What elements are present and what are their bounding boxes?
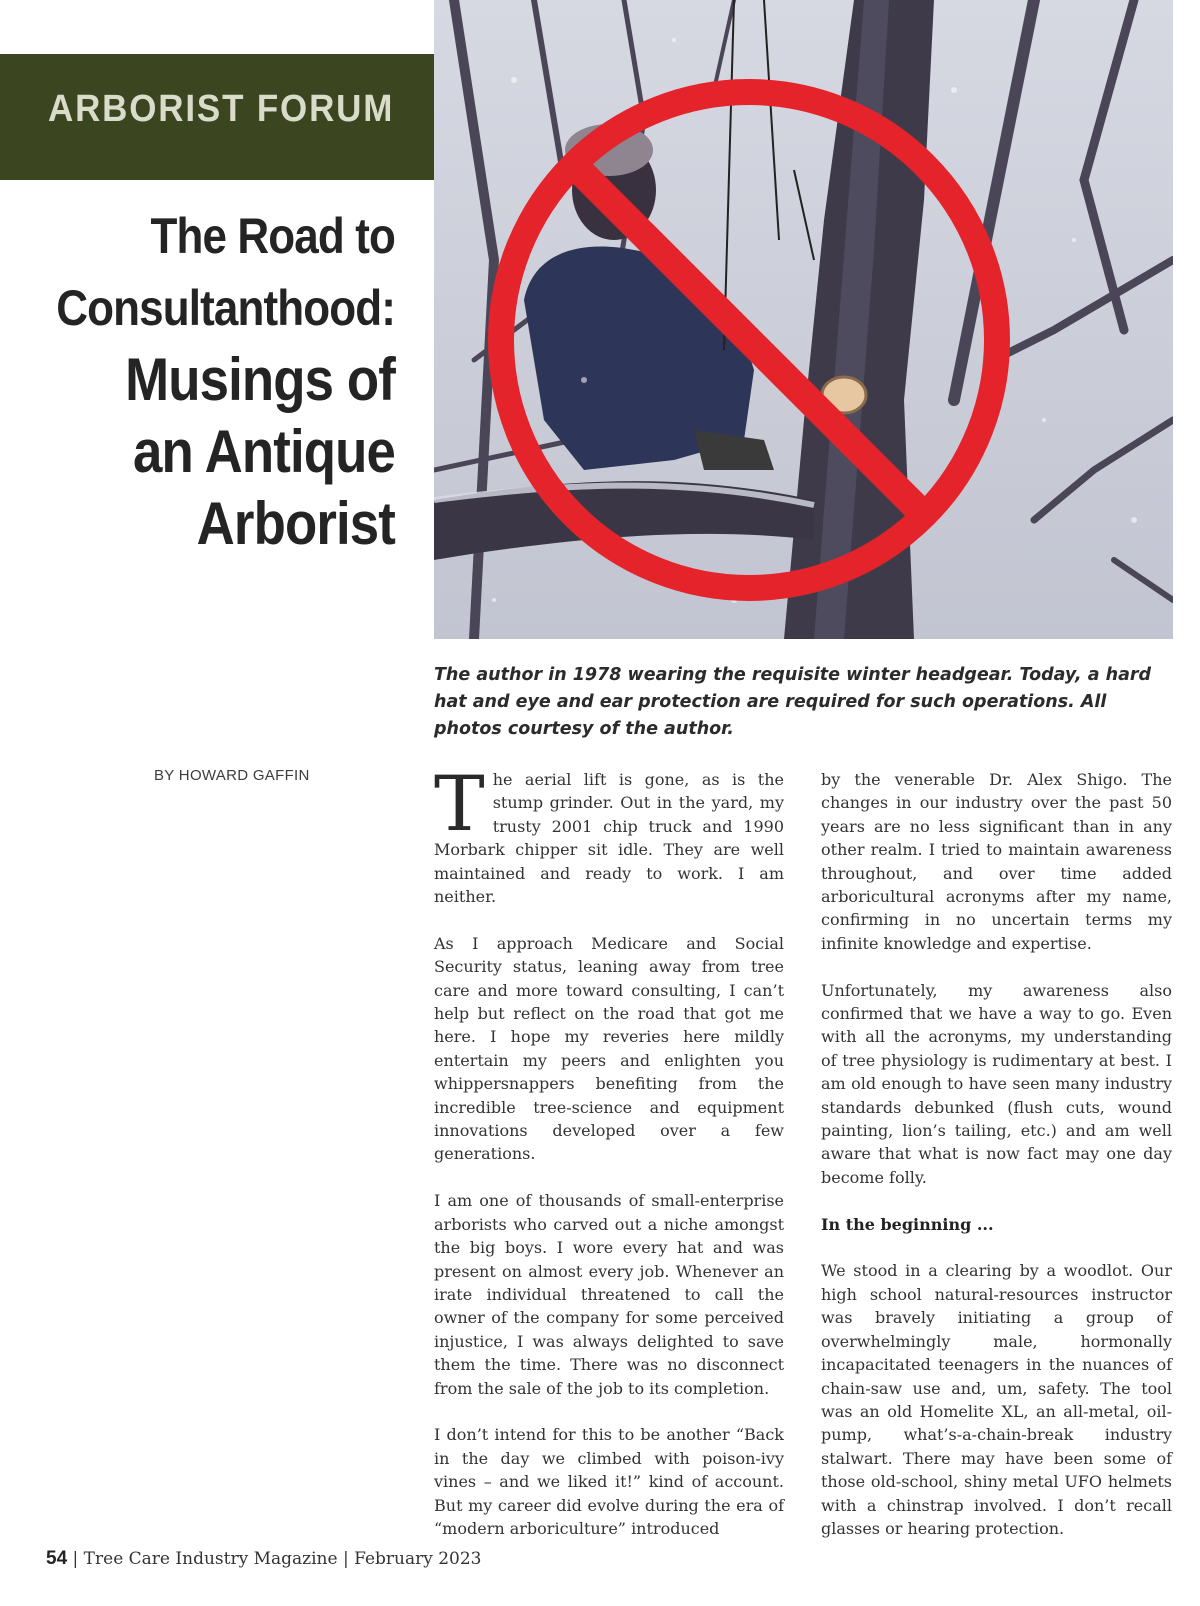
photo-caption: The author in 1978 wearing the requisite winter headgear. Today, a hard hat and eye and ear protection are required for such operations. All photos courtesy of the author. (434, 665, 1152, 739)
page-footer (46, 1548, 482, 1570)
article-column-left (434, 759, 784, 1564)
section-banner-label: ARBORIST FORUM (48, 88, 395, 130)
headline-line-3: Musings of (125, 346, 395, 413)
footer-publication: | Tree Care Industry Magazine | February 2023 (67, 1549, 482, 1569)
paragraph: As I approach Medicare and Social Security status, leaning away from tree care and more toward consulting, I can’t help but reflect on the road that got me here. I hope my reveries here mildly entertain my peers and enlighten you whippersnappers benefiting from the incredible tree-science and equipment innovations developed over a few generations. (434, 933, 784, 1164)
paragraph (434, 759, 784, 908)
article-headline (0, 200, 395, 560)
article-photo (434, 0, 1173, 639)
headline-line-1: The Road to (150, 208, 395, 264)
paragraph-text: he aerial lift is gone, as is the stump grinder. Out in the yard, my trusty 2001 chip truck and 1990 Morbark chipper sit idle. They are well maintained and ready to work. I am neither. (434, 770, 784, 907)
headline-line-4: an Antique (132, 418, 395, 485)
headline-line-5: Arborist (196, 490, 395, 557)
author-byline: BY HOWARD GAFFIN (154, 767, 310, 784)
paragraph: by the venerable Dr. Alex Shigo. The changes in our industry over the past 50 years are no less significant than in any other realm. I tried to maintain awareness throughout, and over time added arboricultural acronyms after my name, confirming in no uncertain terms my infinite knowledge and expertise. (821, 770, 1172, 953)
article-column-right (821, 768, 1172, 1564)
paragraph: I don’t intend for this to be another “Back in the day we climbed with poison-ivy vines – and we liked it!” kind of account. But my career did evolve during the era of “modern arboriculture” introduced (434, 1425, 784, 1538)
headline-line-2: Consultanthood: (56, 280, 395, 336)
paragraph: I am one of thousands of small-enterprise arborists who carved out a niche amongst the big boys. I wore every hat and was present on almost every job. Whenever an irate individual threatened to call the owner of the company for some perceived injustice, I was always delighted to save them the time. There was no disconnect from the sale of the job to its completion. (434, 1191, 784, 1398)
drop-cap: T (434, 759, 485, 848)
section-subhead: In the beginning ... (821, 1214, 994, 1234)
page-number: 54 (46, 1548, 68, 1569)
paragraph: Unfortunately, my awareness also confirmed that we have a way to go. Even with all the acronyms, my understanding of tree physiology is rudimentary at best. I am old enough to have seen many industry standards debunked (flush cuts, wound painting, lion’s tailing, etc.) and am well aware that what is now fact may one day become folly. (821, 980, 1172, 1187)
paragraph: We stood in a clearing by a woodlot. Our high school natural-resources instructor was bravely initiating a group of overwhelmingly male, hormonally incapacitated teenagers in the nuances of chain-saw use and, um, safety. The tool was an old Homelite XL, an all-metal, oil-pump, what’s-a-chain-break industry stalwart. There may have been some of those old-school, shiny metal UFO helmets with a chinstrap involved. I don’t recall glasses or hearing protection. (821, 1261, 1172, 1538)
